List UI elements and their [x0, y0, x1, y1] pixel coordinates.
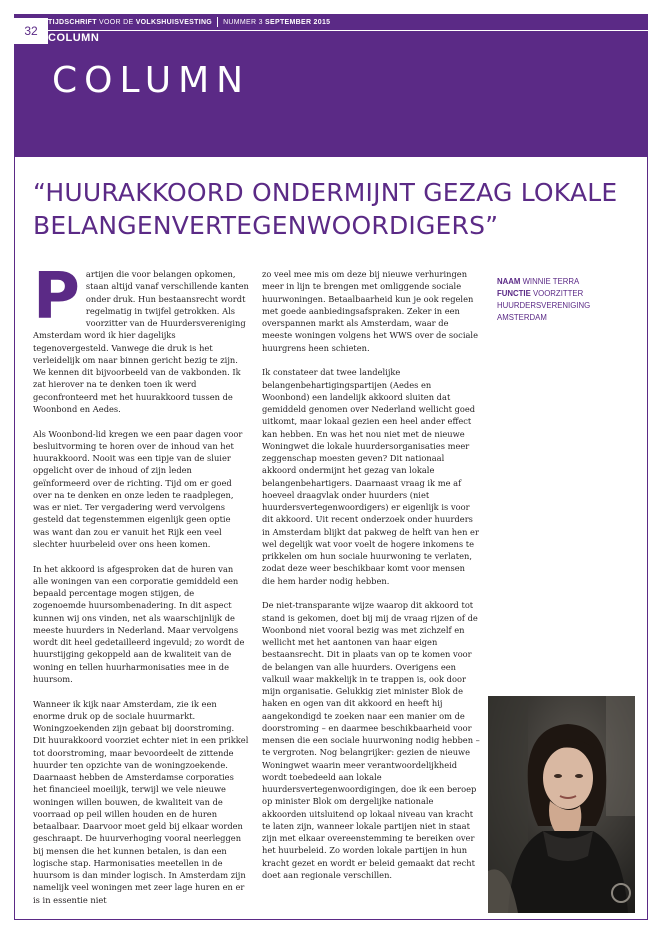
page-number: 32 — [14, 18, 48, 44]
function-label: FUNCTIE — [497, 289, 531, 298]
paragraph: De niet-transparante wijze waarop dit akkoord tot stand is gekomen, doet bij mij de vraag rijzen of de Woonbond niet vooral bezig was met zichzelf en wellicht met het aantonen van haar eigen bestaansrecht. Dit in plaats van op te komen voor de belangen van alle huurders. Overigens een valkuil waar makkelijk in te trappen is, ook door mijn organisatie. Gelukkig ziet minister Blok de haken en ogen van dit akkoord en heeft hij aangekondigd te zoeken naar een manier om de doorstroming – en daarmee beschikbaarheid voor mensen die een sociale huurwoning nodig hebben – te vergroten. Nog belangrijker: gezien de nieuwe Woningwet waarin meer verantwoordelijkheid wordt toebedeeld aan lokale huurdersvertegenwoordigingen, doe ik een beroep op minister Blok om dergelijke nationale akkoorden uitsluitend op lokaal niveau van kracht te laten zijn, wanneer lokale partijen niet in staat zijn met elkaar overeenstemming te bereiken over het huurbeleid. Zo worden lokale partijen in hun kracht gezet en wordt er beleid gemaakt dat recht doet aan regionale verschillen. — [262, 600, 480, 880]
article-title: “HUURAKKOORD ONDERMIJNT GEZAG LOKALE BELANGENVERTEGENWOORDIGERS” — [33, 178, 618, 240]
journal-prefix: TIJDSCHRIFT — [48, 19, 97, 26]
portrait-image — [488, 696, 635, 913]
section-label: COLUMN — [48, 32, 100, 44]
paragraph: Partijen die voor belangen opkomen, staan altijd vanaf verschillende kanten onder druk. Hun bestaansrecht wordt regelmatig in twijfel getrokken. Als voorzitter van de Huurdersvereniging Amsterdam word ik hier dagelijks tegenovergesteld. Vanwege die druk is het verleidelijk om naar binnen gericht bezig te zijn. We kennen dit bijvoorbeeld van de vakbonden. Ik zat hierover na te denken toen ik werd geconfronteerd met het huurakkoord tussen de Woonbond en Aedes. — [33, 260, 249, 414]
paragraph: Wanneer ik kijk naar Amsterdam, zie ik een enorme druk op de sociale huurmarkt. Woningzoekenden zijn gebaat bij doorstroming. Dit huurakkoord voorziet echter niet in een prikkel tot doorstroming, maar bevoordeelt de zittende huurder ten opzichte van de woningzoekende. Daarnaast hebben de Amsterdamse corporaties het financieel moeilijk, terwijl we vele nieuwe woningen willen bouwen, de kwaliteit van de voorraad op peil willen houden en de huren betaalbaar. Daarvoor moet geld bij elkaar worden geschraapt. De huurverhoging vooral neerleggen bij mensen die het kunnen betalen, is dan een logische stap. Harmonisaties meetellen in de huursom is dan minder logisch. In Amsterdam zijn namelijk veel woningen met zeer lage huren en er is in essentie niet — [33, 698, 249, 905]
author-info — [497, 276, 637, 324]
journal-name: VOLKSHUISVESTING — [135, 19, 213, 26]
meta-separator — [217, 17, 218, 27]
author-function: VOORZITTER HUURDERSVERENIGING AMSTERDAM — [497, 289, 591, 322]
issue-date: SEPTEMBER 2015 — [265, 19, 331, 26]
name-label: NAAM — [497, 277, 521, 286]
paragraph: zo veel mee mis om deze bij nieuwe verhuringen meer in lijn te brengen met omliggende sociale huurwoningen. Betaalbaarheid kun je ook regelen met goede aanbiedingsafspraken. Zeker in een overspannen markt als Amsterdam, waar de meeste woningen volgens het WWS over de sociale huurgrens heen schieten. — [262, 269, 478, 353]
issue-number: NUMMER 3 — [223, 19, 263, 26]
journal-mid: VOOR DE — [96, 19, 136, 26]
meta-divider — [48, 30, 648, 31]
body-column-1 — [33, 260, 249, 918]
author-photo — [488, 696, 635, 913]
body-column-2 — [262, 268, 480, 894]
drop-cap: P — [33, 260, 80, 334]
paragraph: Als Woonbond-lid kregen we een paar dagen voor besluitvorming te horen over de inhoud van het huurakkoord. Nooit was een tipje van de sluier opgelicht over de inhoud of zijn leden geïnformeerd over de richting. Tijd om er goed over na te denken en onze leden te raadplegen, was er niet. Ter vergadering werd vervolgens gesteld dat tegenstemmen eigenlijk geen optie was want dan zou er vanuit het Rijk een veel slechter huurbeleid over ons heen komen. — [33, 428, 243, 549]
journal-meta — [48, 16, 330, 30]
author-name: WINNIE TERRA — [522, 277, 580, 286]
paragraph: Ik constateer dat twee landelijke belangenbehartigingspartijen (Aedes en Woonbond) een landelijk akkoord sluiten dat gemiddeld genomen over Nederland wellicht goed uitkomt, maar lokaal gezien een heel ander effect kan hebben. En was het nou niet met de nieuwe Woningwet die lokale huurdersorganisaties meer zeggenschap moesten geven? Dit nationaal akkoord ondermijnt het gezag van lokale belangenbehartigers. Daarnaast vraag ik me af hoeveel draagvlak onder huurders (niet huurdersvertegenwoordigers) er eigenlijk is voor dit akkoord. Uit recent onderzoek onder huurders in Amsterdam blijkt dat pakweg de helft van hen er wel degelijk wat voor voelt de hogere inkomens te prikkelen om hun sociale huurwoning te verlaten, zodat deze weer beschikbaar komt voor mensen die hem harder nodig hebben. — [262, 367, 479, 586]
section-title: COLUMN — [52, 60, 251, 101]
paragraph: In het akkoord is afgesproken dat de huren van alle woningen van een corporatie gemiddeld een bepaald percentage mogen stijgen, de zogenoemde huursombenadering. In dit aspect kunnen wij ons vinden, net als waarschijnlijk de meeste huurders in Nederland. Maar vervolgens wordt dit heel gedetailleerd ingevuld; zo wordt de huurstijging gekoppeld aan de kwaliteit van de woning en tellen huurharmonisaties mee in de huursom. — [33, 563, 245, 684]
